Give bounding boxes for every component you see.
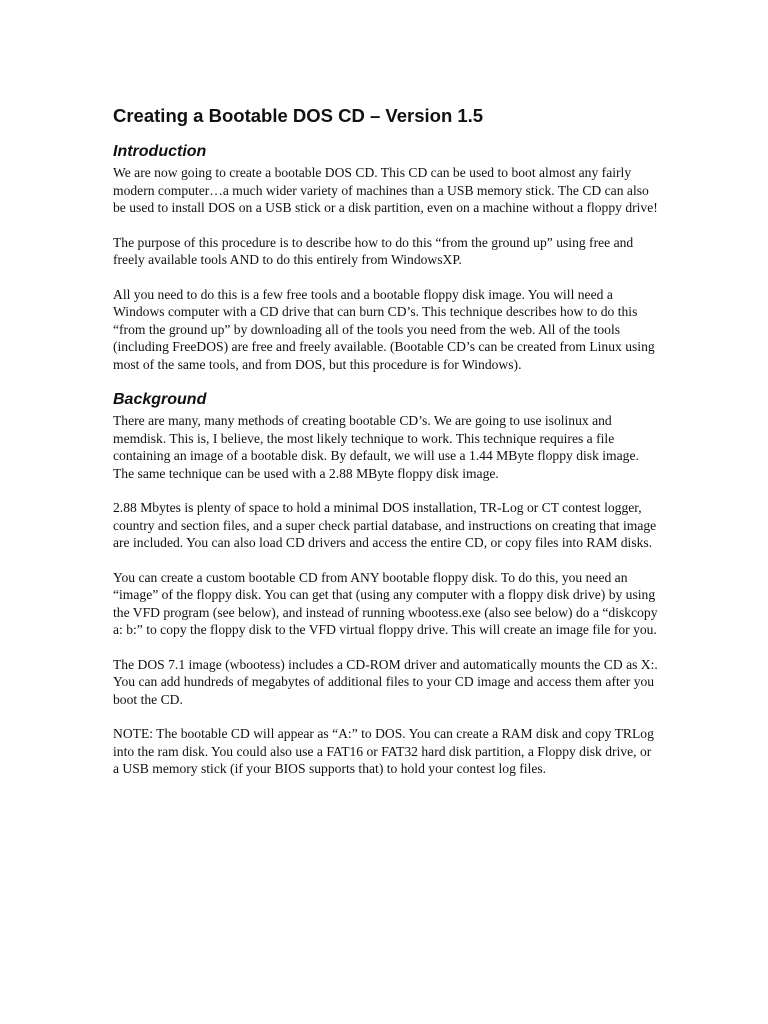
section-heading-background: Background — [113, 391, 207, 408]
section-background — [113, 390, 658, 778]
document-title: Creating a Bootable DOS CD – Version 1.5 — [113, 105, 484, 126]
paragraph: The DOS 7.1 image (wbootess) includes a CD-ROM driver and automatically mounts the CD as X:. You can add hundreds of megabytes of additional files to your CD image and access them after you boot the CD. — [113, 656, 658, 707]
paragraph: All you need to do this is a few free tools and a bootable floppy disk image. You will need a Windows computer with a CD drive that can burn CD’s. This technique describes how to do this “from the ground up” by downloading all of the tools you need from the web. All of the tools (including FreeDOS) are free and freely available. (Bootable CD’s can be created from Linux using most of the same tools, and from DOS, but this procedure is for Windows). — [113, 286, 655, 372]
section-heading-introduction: Introduction — [113, 143, 207, 160]
paragraph: There are many, many methods of creating bootable CD’s. We are going to use isolinux and memdisk. This is, I believe, the most likely technique to work. This technique requires a file containing an image of a bootable disk. By default, we will use a 1.44 MByte floppy disk image. The same technique can be used with a 2.88 MByte floppy disk image. — [113, 413, 639, 481]
paragraph: NOTE: The bootable CD will appear as “A:” to DOS. You can create a RAM disk and copy TRLog into the ram disk. You could also use a FAT16 or FAT32 hard disk partition, a Floppy disk drive, or a USB memory stick (if your BIOS supports that) to hold your contest log files. — [113, 726, 654, 776]
paragraph: 2.88 Mbytes is plenty of space to hold a minimal DOS installation, TR-Log or CT contest logger, country and section files, and a super check partial database, and instructions on creating that image are included. You can also load CD drivers and access the entire CD, or copy files into RAM disks. — [113, 500, 657, 550]
document-body — [113, 104, 658, 795]
paragraph: The purpose of this procedure is to describe how to do this “from the ground up” using free and freely available tools AND to do this entirely from WindowsXP. — [113, 234, 634, 267]
section-introduction — [113, 142, 658, 373]
paragraph: You can create a custom bootable CD from ANY bootable floppy disk. To do this, you need an “image” of the floppy disk. You can get that (using any computer with a floppy disk drive) by using the VFD program (see below), and instead of running wbootess.exe (also see below) do a “diskcopy a: b:” to copy the floppy disk to the VFD virtual floppy drive. This will create an image file for you. — [113, 569, 658, 637]
paragraph: We are now going to create a bootable DOS CD. This CD can be used to boot almost any fairly modern computer…a much wider variety of machines than a USB memory stick. The CD can also be used to install DOS on a USB stick or a disk partition, even on a machine without a floppy drive! — [113, 165, 658, 215]
